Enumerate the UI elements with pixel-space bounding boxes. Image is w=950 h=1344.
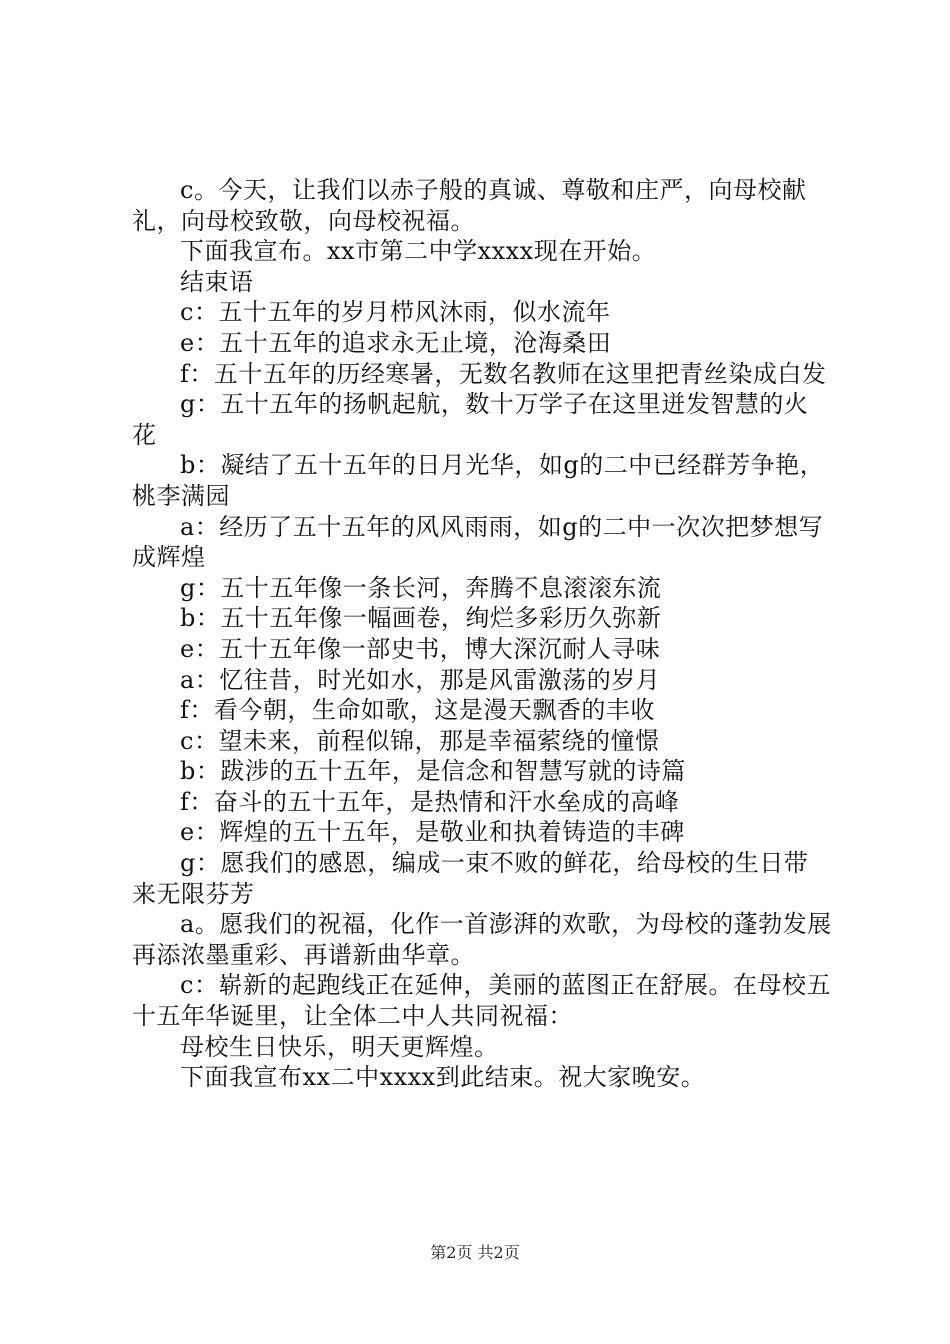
paragraph: 下面我宣布。xx市第二中学xxxx现在开始。 [180,237,657,266]
paragraph: f：奋斗的五十五年，是热情和汗水垒成的高峰 [180,787,680,816]
paragraph: f：五十五年的历经寒暑，无数名教师在这里把青丝染成白发 [180,359,827,388]
paragraph: g：五十五年的扬帆起航，数十万学子在这里迸发智慧的火花 [132,390,809,449]
paragraph: a：忆往昔，时光如水，那是风雷激荡的岁月 [180,665,661,694]
document-body [132,175,832,1093]
paragraph: e：辉煌的五十五年，是敬业和执着铸造的丰碑 [180,818,685,847]
page-number-label: 第2页 共2页 [430,1243,520,1262]
paragraph: 下面我宣布xx二中xxxx到此结束。祝大家晚安。 [180,1063,706,1092]
paragraph: b：五十五年像一幅画卷，绚烂多彩历久弥新 [180,604,662,633]
paragraph: a。愿我们的祝福，化作一首澎湃的欢歌，为母校的蓬勃发展再添浓墨重彩、再谱新曲华章。 [132,910,832,969]
section-heading: 结束语 [180,267,254,296]
paragraph: c。今天，让我们以赤子般的真诚、尊敬和庄严，向母校献礼，向母校致敬，向母校祝福。 [132,176,807,235]
paragraph: e：五十五年像一部史书，博大深沉耐人寻味 [180,634,661,663]
paragraph: a：经历了五十五年的风风雨雨，如g的二中一次次把梦想写成辉煌 [132,512,824,572]
paragraph: g：愿我们的感恩，编成一束不败的鲜花，给母校的生日带来无限芬芳 [132,849,809,908]
paragraph: g：五十五年像一条长河，奔腾不息滚滚东流 [180,573,662,602]
paragraph: 母校生日快乐，明天更辉煌。 [180,1032,499,1061]
paragraph: c：望未来，前程似锦，那是幸福萦绕的憧憬 [180,726,660,755]
paragraph: b：凝结了五十五年的日月光华，如g的二中已经群芳争艳，桃李满园 [132,451,825,510]
paragraph: f：看今朝，生命如歌，这是漫天飘香的丰收 [180,696,655,725]
paragraph: b：跋涉的五十五年，是信念和智慧写就的诗篇 [180,757,686,786]
paragraph: e：五十五年的追求永无止境，沧海桑田 [180,328,612,357]
page-footer [0,1243,950,1263]
paragraph: c：崭新的起跑线正在延伸，美丽的蓝图正在舒展。在母校五十五年华诞里，让全体二中人共同祝福： [132,971,831,1031]
paragraph: c：五十五年的岁月栉风沐雨，似水流年 [180,298,611,327]
